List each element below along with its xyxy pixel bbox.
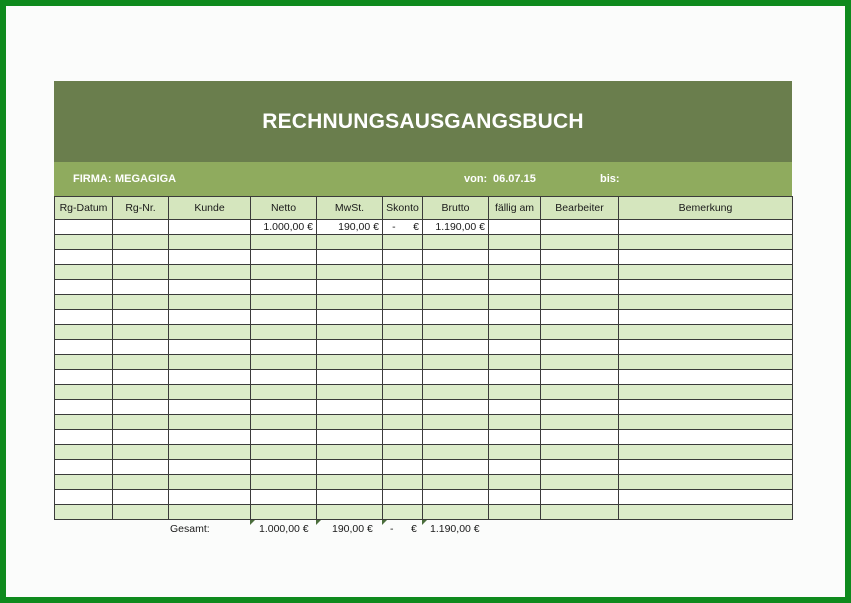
table-row (55, 400, 793, 415)
table-cell[interactable] (383, 280, 423, 295)
table-cell[interactable] (169, 370, 251, 385)
table-cell[interactable] (619, 235, 793, 250)
cell-marker-icon (382, 520, 387, 525)
table-cell[interactable] (383, 475, 423, 490)
table-cell[interactable] (251, 310, 317, 325)
table-cell[interactable] (619, 250, 793, 265)
table-cell[interactable] (489, 265, 541, 280)
table-cell[interactable] (55, 310, 113, 325)
table-cell[interactable]: 1.000,00 € (251, 220, 317, 235)
table-cell[interactable] (169, 235, 251, 250)
table-row (55, 265, 793, 280)
table-cell[interactable] (169, 220, 251, 235)
table-row (55, 445, 793, 460)
table-cell[interactable] (251, 385, 317, 400)
col-header[interactable]: Skonto (383, 197, 423, 220)
table-cell[interactable] (423, 280, 489, 295)
table-cell[interactable]: 1.190,00 € (423, 220, 489, 235)
table-cell[interactable] (113, 400, 169, 415)
title-bar (54, 81, 792, 162)
table-cell[interactable] (113, 295, 169, 310)
table-cell[interactable] (423, 250, 489, 265)
table-cell[interactable] (619, 355, 793, 370)
table-cell[interactable]: 190,00 € (317, 220, 383, 235)
table-cell[interactable] (383, 370, 423, 385)
table-cell[interactable] (619, 430, 793, 445)
table-cell[interactable] (489, 400, 541, 415)
table-cell[interactable] (541, 310, 619, 325)
table-cell[interactable] (169, 400, 251, 415)
table-cell[interactable] (169, 295, 251, 310)
info-bar (54, 162, 792, 196)
table-row (55, 385, 793, 400)
table-cell[interactable] (489, 220, 541, 235)
table-row (55, 430, 793, 445)
table-cell[interactable] (55, 355, 113, 370)
table-cell[interactable] (113, 460, 169, 475)
table-cell[interactable] (55, 490, 113, 505)
table-cell[interactable] (169, 460, 251, 475)
table-cell[interactable] (251, 250, 317, 265)
table-cell[interactable] (619, 415, 793, 430)
table-cell[interactable] (169, 325, 251, 340)
table-cell[interactable] (317, 490, 383, 505)
table-cell[interactable] (317, 460, 383, 475)
col-header[interactable]: Rg-Datum (55, 197, 113, 220)
table-cell[interactable] (423, 415, 489, 430)
table-cell[interactable] (113, 340, 169, 355)
table-cell[interactable] (423, 265, 489, 280)
table-cell[interactable] (55, 340, 113, 355)
table-row (55, 310, 793, 325)
table-cell[interactable] (169, 310, 251, 325)
page-title: RECHNUNGSAUSGANGSBUCH (262, 109, 584, 133)
table-cell[interactable] (113, 280, 169, 295)
table-cell[interactable] (55, 460, 113, 475)
cell-marker-icon (250, 520, 255, 525)
table-cell[interactable] (55, 475, 113, 490)
table-cell[interactable] (423, 235, 489, 250)
totals-label: Gesamt: (170, 523, 210, 535)
table-cell[interactable] (383, 310, 423, 325)
table-cell[interactable] (251, 445, 317, 460)
table-cell[interactable] (317, 355, 383, 370)
table-cell[interactable] (113, 235, 169, 250)
table-cell[interactable] (489, 340, 541, 355)
table-cell[interactable] (169, 415, 251, 430)
table-cell[interactable] (489, 250, 541, 265)
table-cell[interactable] (423, 355, 489, 370)
table-cell[interactable] (423, 490, 489, 505)
col-header[interactable]: Kunde (169, 197, 251, 220)
table-cell[interactable] (55, 445, 113, 460)
table-cell[interactable] (55, 430, 113, 445)
table-cell[interactable] (251, 325, 317, 340)
table-cell[interactable] (317, 280, 383, 295)
table-cell[interactable] (541, 235, 619, 250)
table-cell[interactable] (251, 370, 317, 385)
table-row (55, 490, 793, 505)
table-cell[interactable] (55, 385, 113, 400)
table-cell[interactable] (423, 505, 489, 520)
table-cell[interactable] (383, 460, 423, 475)
table-cell[interactable] (317, 370, 383, 385)
table-cell[interactable] (489, 280, 541, 295)
table-cell[interactable] (383, 265, 423, 280)
von-value[interactable]: 06.07.15 (493, 173, 536, 185)
table-cell[interactable] (251, 475, 317, 490)
table-cell[interactable] (423, 400, 489, 415)
table-cell[interactable] (317, 325, 383, 340)
table-row (55, 235, 793, 250)
table-cell[interactable] (541, 265, 619, 280)
table-cell[interactable] (423, 295, 489, 310)
table-cell[interactable] (169, 265, 251, 280)
table-cell[interactable] (541, 400, 619, 415)
table-cell[interactable] (55, 415, 113, 430)
table-cell[interactable] (489, 295, 541, 310)
col-header[interactable]: Bearbeiter (541, 197, 619, 220)
table-cell[interactable] (55, 325, 113, 340)
table-cell[interactable] (383, 445, 423, 460)
table-row (55, 250, 793, 265)
table-cell[interactable] (251, 340, 317, 355)
table-cell[interactable] (383, 430, 423, 445)
table-cell[interactable] (251, 400, 317, 415)
table-cell[interactable] (113, 505, 169, 520)
table-row (55, 325, 793, 340)
table-cell[interactable] (169, 355, 251, 370)
table-cell[interactable] (383, 385, 423, 400)
table-cell[interactable] (55, 505, 113, 520)
table-cell[interactable] (423, 460, 489, 475)
table-cell[interactable] (423, 445, 489, 460)
total-brutto[interactable]: 1.190,00 € (430, 523, 480, 535)
table-cell[interactable] (619, 505, 793, 520)
table-cell[interactable] (541, 475, 619, 490)
table-cell[interactable] (489, 505, 541, 520)
table-cell[interactable] (619, 280, 793, 295)
table-row (55, 475, 793, 490)
table-cell[interactable] (541, 460, 619, 475)
table-cell[interactable] (619, 400, 793, 415)
col-header[interactable]: Rg-Nr. (113, 197, 169, 220)
table-cell[interactable] (541, 325, 619, 340)
firma-label: FIRMA: (73, 173, 112, 185)
table-cell[interactable] (619, 475, 793, 490)
table-cell[interactable] (383, 340, 423, 355)
table-cell[interactable] (317, 430, 383, 445)
table-cell[interactable] (489, 310, 541, 325)
table-cell[interactable] (113, 370, 169, 385)
table-row (55, 220, 793, 235)
table-cell[interactable] (489, 415, 541, 430)
table-cell[interactable] (55, 265, 113, 280)
col-header[interactable]: Brutto (423, 197, 489, 220)
table-cell[interactable] (251, 295, 317, 310)
table-cell[interactable] (541, 340, 619, 355)
table-cell[interactable] (55, 220, 113, 235)
col-header[interactable]: Netto (251, 197, 317, 220)
table-cell[interactable] (541, 220, 619, 235)
table-cell[interactable] (113, 250, 169, 265)
table-cell[interactable] (489, 475, 541, 490)
table-cell[interactable] (251, 265, 317, 280)
table-cell[interactable] (423, 475, 489, 490)
table-cell[interactable] (383, 355, 423, 370)
table-cell[interactable] (423, 385, 489, 400)
table-cell[interactable] (489, 445, 541, 460)
table-cell[interactable] (489, 385, 541, 400)
table-cell[interactable] (619, 460, 793, 475)
table-cell[interactable] (489, 490, 541, 505)
table-cell[interactable] (169, 490, 251, 505)
table-cell[interactable] (619, 220, 793, 235)
table-cell[interactable] (383, 295, 423, 310)
table-cell[interactable] (541, 385, 619, 400)
table-row (55, 370, 793, 385)
table-cell[interactable]: - € (383, 220, 423, 235)
header-row (55, 197, 793, 220)
table-row (55, 505, 793, 520)
table-cell[interactable] (383, 325, 423, 340)
table-cell[interactable] (169, 475, 251, 490)
table-cell[interactable] (423, 310, 489, 325)
table-cell[interactable] (489, 355, 541, 370)
table-cell[interactable] (251, 505, 317, 520)
table-cell[interactable] (113, 445, 169, 460)
table-cell[interactable] (423, 430, 489, 445)
table-cell[interactable] (423, 340, 489, 355)
table-cell[interactable] (541, 280, 619, 295)
table-cell[interactable] (169, 445, 251, 460)
table-cell[interactable] (489, 370, 541, 385)
table-cell[interactable] (489, 430, 541, 445)
table-cell[interactable] (619, 385, 793, 400)
table-cell[interactable] (541, 430, 619, 445)
table-cell[interactable] (317, 235, 383, 250)
table-cell[interactable] (55, 370, 113, 385)
table-cell[interactable] (113, 355, 169, 370)
table-cell[interactable] (317, 475, 383, 490)
table-cell[interactable] (55, 250, 113, 265)
table-cell[interactable] (317, 400, 383, 415)
table-cell[interactable] (113, 475, 169, 490)
table-row (55, 460, 793, 475)
bis-label: bis: (600, 173, 620, 185)
col-header[interactable]: MwSt. (317, 197, 383, 220)
totals-row (54, 520, 792, 540)
table-cell[interactable] (619, 445, 793, 460)
table-cell[interactable] (541, 415, 619, 430)
firma-value[interactable]: MEGAGIGA (115, 173, 177, 185)
table-cell[interactable] (55, 295, 113, 310)
table-cell[interactable] (383, 400, 423, 415)
table-cell[interactable] (619, 340, 793, 355)
table-cell[interactable] (251, 430, 317, 445)
table-cell[interactable] (541, 505, 619, 520)
table-cell[interactable] (317, 385, 383, 400)
table-cell[interactable] (383, 490, 423, 505)
table-cell[interactable] (113, 325, 169, 340)
total-mwst[interactable]: 190,00 € (332, 523, 373, 535)
table-cell[interactable] (251, 235, 317, 250)
table-cell[interactable] (169, 385, 251, 400)
table-cell[interactable] (619, 490, 793, 505)
table-cell[interactable] (541, 490, 619, 505)
table-cell[interactable] (317, 445, 383, 460)
von-label: von: (464, 173, 488, 185)
table-cell[interactable] (169, 280, 251, 295)
table-cell[interactable] (317, 265, 383, 280)
table-cell[interactable] (317, 340, 383, 355)
table-cell[interactable] (113, 265, 169, 280)
table-cell[interactable] (489, 460, 541, 475)
table-cell[interactable] (489, 235, 541, 250)
table-cell[interactable] (619, 310, 793, 325)
table-row (55, 415, 793, 430)
table-cell[interactable] (383, 415, 423, 430)
table-cell[interactable] (169, 505, 251, 520)
cell-marker-icon (422, 520, 427, 525)
table-cell[interactable] (251, 280, 317, 295)
table-cell[interactable] (251, 460, 317, 475)
table-cell[interactable] (489, 325, 541, 340)
table-cell[interactable] (619, 295, 793, 310)
table-cell[interactable] (113, 220, 169, 235)
table-body (55, 220, 793, 520)
spreadsheet (54, 81, 792, 540)
col-header[interactable]: Bemerkung (619, 197, 793, 220)
table-cell[interactable] (317, 295, 383, 310)
table-cell[interactable] (251, 355, 317, 370)
table-cell[interactable] (317, 505, 383, 520)
table-cell[interactable] (55, 400, 113, 415)
table-cell[interactable] (55, 280, 113, 295)
table-cell[interactable] (169, 250, 251, 265)
table-cell[interactable] (541, 370, 619, 385)
total-skonto[interactable]: - € (390, 523, 417, 535)
table-row (55, 355, 793, 370)
table-cell[interactable] (55, 235, 113, 250)
table-cell[interactable] (113, 430, 169, 445)
table-cell[interactable] (251, 490, 317, 505)
cell-marker-icon (316, 520, 321, 525)
table-row (55, 280, 793, 295)
table-cell[interactable] (423, 370, 489, 385)
table-cell[interactable] (619, 370, 793, 385)
table-cell[interactable] (541, 445, 619, 460)
table-cell[interactable] (619, 325, 793, 340)
table-cell[interactable] (317, 415, 383, 430)
table-cell[interactable] (317, 250, 383, 265)
table-cell[interactable] (113, 310, 169, 325)
table-cell[interactable] (169, 430, 251, 445)
table-cell[interactable] (383, 235, 423, 250)
table-row (55, 295, 793, 310)
table-cell[interactable] (113, 415, 169, 430)
table-cell[interactable] (383, 250, 423, 265)
table-cell[interactable] (113, 490, 169, 505)
total-netto[interactable]: 1.000,00 € (259, 523, 309, 535)
table-row (55, 340, 793, 355)
table-cell[interactable] (317, 310, 383, 325)
table-cell[interactable] (383, 505, 423, 520)
table-cell[interactable] (541, 355, 619, 370)
table-cell[interactable] (541, 295, 619, 310)
table-cell[interactable] (619, 265, 793, 280)
invoice-table (54, 196, 793, 520)
table-cell[interactable] (169, 340, 251, 355)
table-cell[interactable] (251, 415, 317, 430)
col-header[interactable]: fällig am (489, 197, 541, 220)
table-cell[interactable] (423, 325, 489, 340)
table-cell[interactable] (541, 250, 619, 265)
table-cell[interactable] (113, 385, 169, 400)
